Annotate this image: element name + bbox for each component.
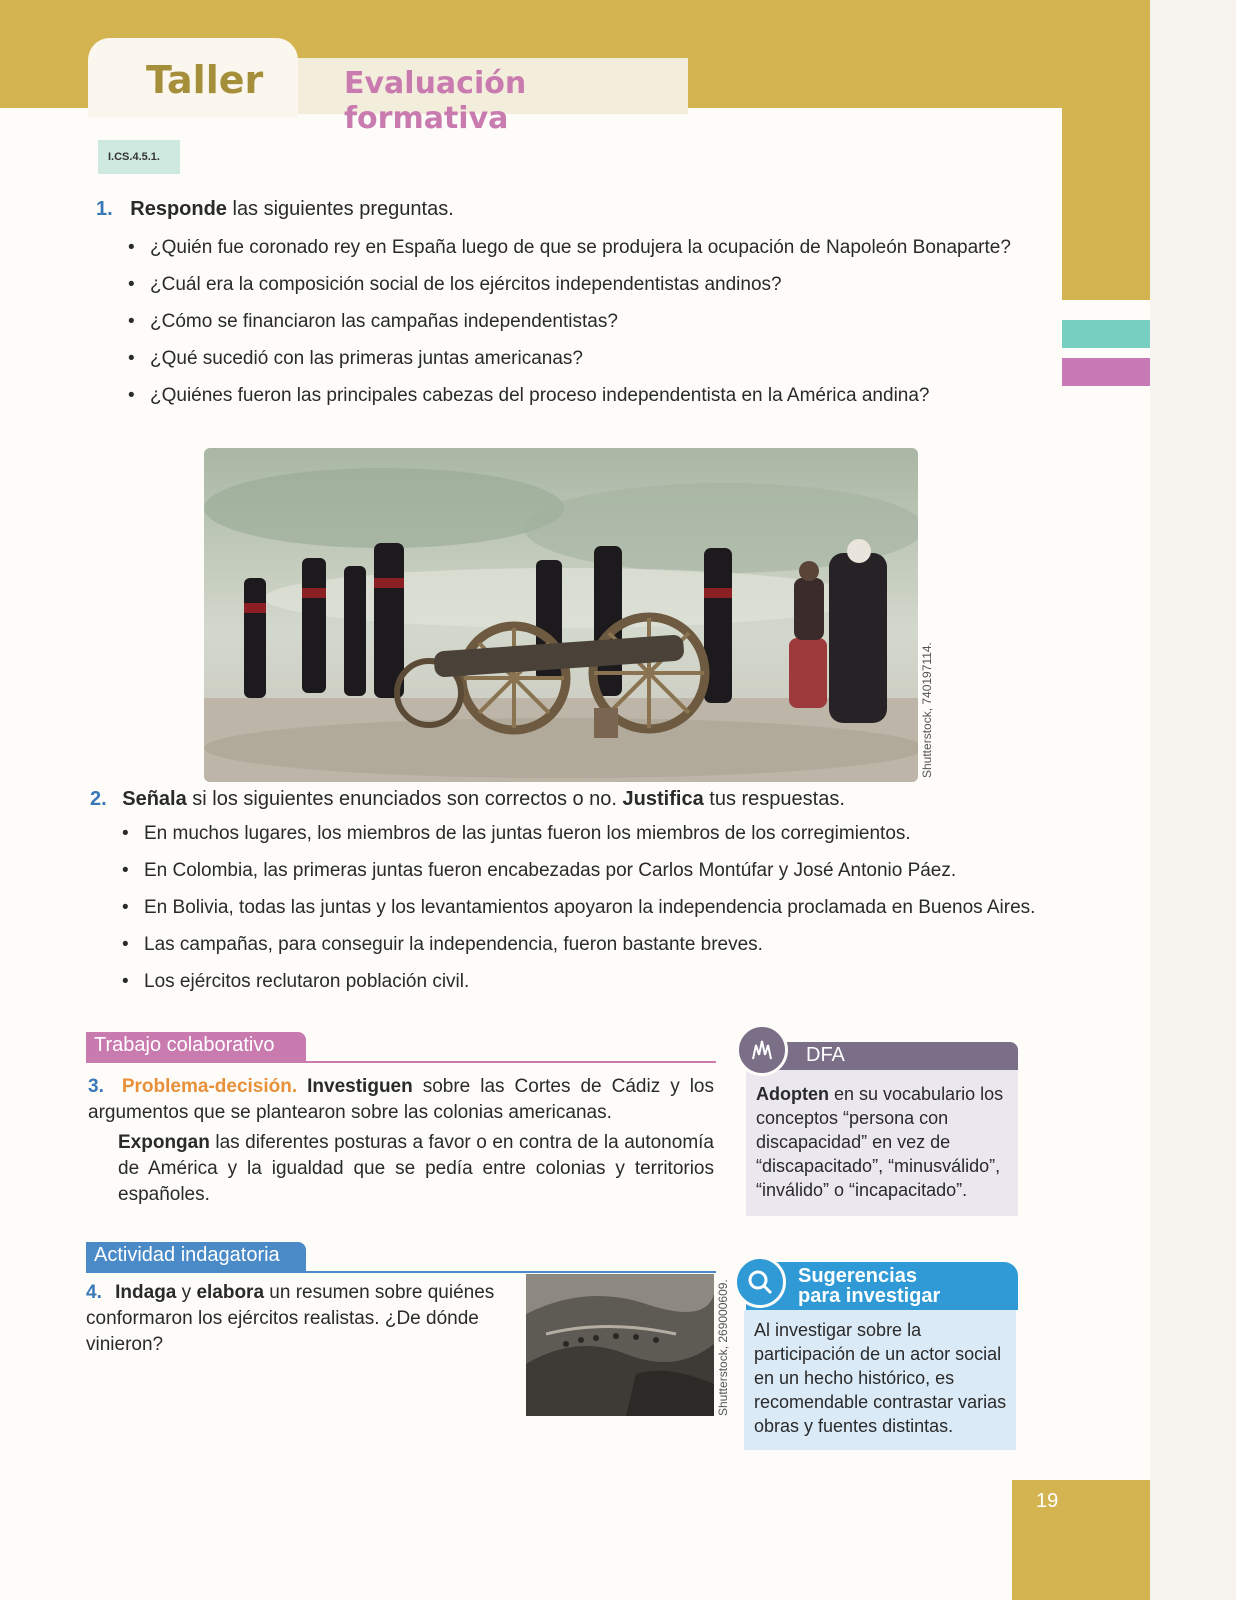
question-number: 3.: [88, 1076, 104, 1097]
tab-taller: [88, 38, 298, 118]
list-item: • ¿Cuál era la composición social de los ejércitos independentistas andinos?: [124, 271, 1011, 308]
magnifier-icon: [734, 1256, 786, 1308]
question-number: 4.: [86, 1282, 102, 1303]
section-label-trabajo-colaborativo: Trabajo colaborativo: [86, 1032, 306, 1062]
problema-decision-tag: Problema-decisión.: [121, 1076, 298, 1097]
section-label-actividad-indagatoria: Actividad indagatoria: [86, 1242, 306, 1272]
sugerencias-title-line-1: Sugerencias: [798, 1265, 917, 1287]
sugerencias-text: Al investigar sobre la participación de un actor social en un hecho histórico, es recomendable contrastar varias obras y fuentes distintas.: [754, 1320, 1007, 1436]
list-item: • ¿Cómo se financiaron las campañas independentistas?: [124, 308, 1011, 345]
page-number-tab: [1012, 1480, 1150, 1600]
q3-text-2: las diferentes posturas a favor o en contra de la autonomía de América y la igualdad que se pedía entre colonias y territorios españoles.: [118, 1132, 714, 1205]
dfa-body: en su vocabulario los conceptos “persona con discapacidad” en vez de “discapacitado”, “minusválido”, “inválido” o “incapacitado”.: [756, 1084, 1004, 1200]
q4-text: un resumen sobre quiénes conformaron los ejércitos realistas. ¿De dónde vinieron?: [86, 1282, 495, 1355]
battle-thumbnail: [526, 1274, 714, 1416]
thumbnail-credit: Shutterstock, 269000609.: [716, 1279, 730, 1416]
list-item: • En muchos lugares, los miembros de las juntas fueron los miembros de los corregimientos.: [118, 820, 1035, 857]
side-band: [1062, 0, 1150, 300]
question-3: [88, 1074, 714, 1212]
q4-mid: y: [176, 1282, 197, 1303]
question-4: [86, 1280, 506, 1358]
question-number: 2.: [90, 788, 107, 810]
divider: [86, 1061, 716, 1063]
question-2-heading: [90, 788, 845, 811]
tab-taller-label: Taller: [146, 58, 264, 102]
question-1-heading: [96, 198, 454, 221]
q1-instruction: las siguientes preguntas.: [226, 198, 454, 220]
dfa-text: [756, 1082, 1012, 1202]
q2-instruction-mid: si los siguientes enunciados son correctos o no.: [186, 788, 623, 810]
sugerencias-title: [746, 1262, 1018, 1310]
list-item: • En Colombia, las primeras juntas fueron encabezadas por Carlos Montúfar y José Antonio Páez.: [118, 857, 1035, 894]
list-item: • Las campañas, para conseguir la independencia, fueron bastante breves.: [118, 931, 1035, 968]
list-item: • ¿Qué sucedió con las primeras juntas americanas?: [124, 345, 1011, 382]
divider: [86, 1271, 716, 1273]
list-item: • En Bolivia, todas las juntas y los levantamientos apoyaron la independencia proclamada en Buenos Aires.: [118, 894, 1035, 931]
q2-verb-1: Señala: [122, 788, 187, 810]
q3-text-1: sobre las Cortes de Cádiz y los argumentos que se plantearon sobre las colonias americanas.: [88, 1076, 714, 1123]
tab-evaluacion: [298, 58, 688, 136]
tab-evaluacion-label: Evaluación formativa: [344, 66, 527, 136]
q2-instruction-end: tus respuestas.: [703, 788, 845, 810]
q2-verb-2: Justifica: [622, 788, 704, 810]
soldiers-cannon-photo: [204, 448, 918, 782]
photo-credit: Shutterstock, 740197114.: [920, 642, 934, 778]
question-1-list: [124, 234, 1011, 419]
list-item: • ¿Quién fue coronado rey en España luego de que se produjera la ocupación de Napoleón Bonaparte?: [124, 234, 1011, 271]
list-item: • ¿Quiénes fueron las principales cabezas del proceso independentista en la América andina?: [124, 382, 1011, 419]
q3-verb-2: Expongan: [118, 1132, 210, 1153]
hands-icon: [736, 1024, 788, 1076]
q1-verb: Responde: [130, 198, 227, 220]
list-item: • Los ejércitos reclutaron población civil.: [118, 968, 1035, 1005]
question-number: 1.: [96, 198, 113, 220]
skill-code-badge: I.CS.4.5.1.: [98, 140, 180, 174]
side-tab-teal: [1062, 320, 1150, 348]
dfa-title: DFA: [746, 1042, 1018, 1070]
q4-verb-1: Indaga: [115, 1282, 177, 1303]
soldiers-cannon-illustration: [204, 448, 918, 782]
sugerencias-title-line-2: para investigar: [798, 1285, 941, 1307]
q3-verb-1: Investiguen: [307, 1076, 413, 1097]
question-2-list: [118, 820, 1035, 1005]
page-number: 19: [1036, 1490, 1059, 1512]
dfa-verb: Adopten: [756, 1084, 829, 1104]
battle-illustration: [526, 1274, 714, 1416]
side-tab-pink: [1062, 358, 1150, 386]
q4-verb-2: elabora: [196, 1282, 265, 1303]
